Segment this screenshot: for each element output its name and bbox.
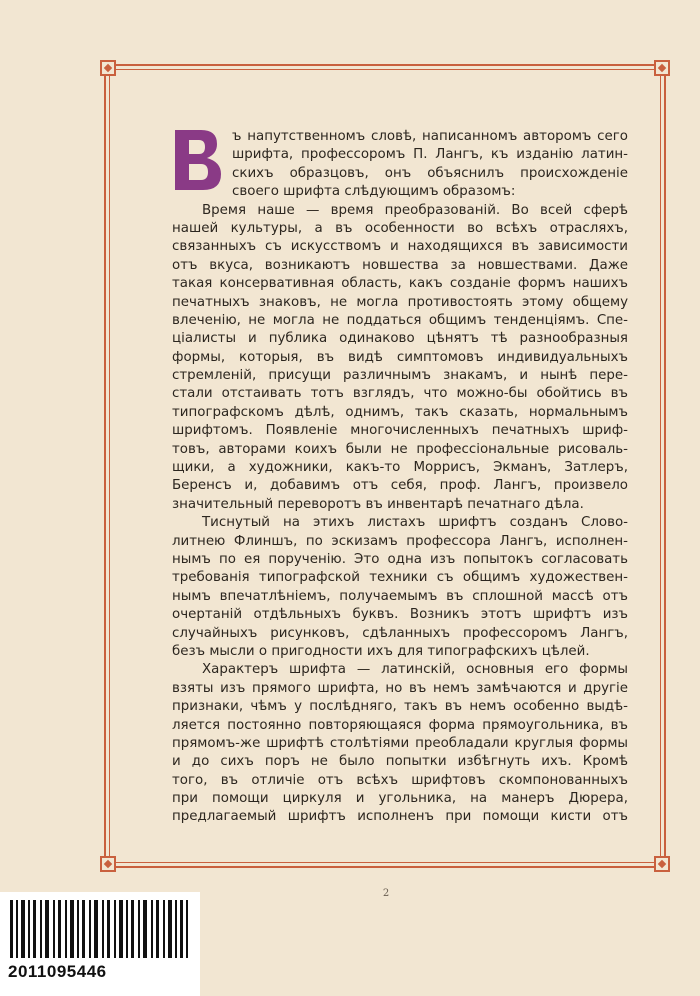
text-line: прямомъ-же шрифтѣ столѣтіями преобладали круглыя формы	[172, 735, 628, 751]
text-line: ляется постоянно повторяющаяся форма прямоугольника, въ	[172, 717, 628, 733]
text-line: Время наше — время преобразованій. Во всей сферѣ	[202, 202, 628, 218]
text-line: Тиснутый на этихъ листахъ шрифтъ созданъ Слово-	[202, 515, 628, 531]
text-line: печатныхъ знаковъ, не могла противостоять этому общему	[172, 294, 628, 310]
text-line: типографскомъ дѣлѣ, однимъ, такъ сказать, нормальнымъ	[172, 404, 628, 420]
text-line: шрифтомъ. Появленіе многочисленныхъ печатныхъ шриф-	[172, 423, 628, 439]
frame-corner-ornament	[654, 60, 670, 76]
text-line: очертаній отдѣльныхъ буквъ. Возникъ этотъ шрифтъ изъ	[172, 607, 628, 623]
text-line: нымъ по ея порученію. Это одна изъ попытокъ согласовать	[172, 551, 628, 567]
text-line: взяты изъ прямого шрифта, но въ немъ замѣчаются и другіе	[172, 680, 628, 696]
text-line: Беренсъ и, добавимъ отъ себя, проф. Лангъ, произвело	[172, 478, 628, 494]
text-line: стали отстаивать тотъ взглядъ, что можно-бы обойтись въ	[172, 386, 628, 402]
text-line: щики, а художники, какъ-то Моррисъ, Экманъ, Затлеръ,	[172, 460, 628, 476]
text-line: формы, которыя, въ видѣ симптомовъ индивидуальныхъ	[172, 349, 628, 365]
text-line: значительный переворотъ въ инвентарѣ печатнаго дѣла.	[172, 496, 584, 512]
text-line: такая консервативная область, какъ созданіе формъ нашихъ	[172, 276, 628, 292]
text-line: требованія типографской техники съ общимъ художествен-	[172, 570, 628, 586]
text-line: случайныхъ рисунковъ, сдѣланныхъ профессоромъ Лангъ,	[172, 625, 628, 641]
text-line: влеченію, не могла не поддаться общимъ тенденціямъ. Спе-	[172, 312, 628, 328]
text-line: нымъ впечатлѣніемъ, получаемымъ въ сплошной массѣ отъ	[172, 588, 628, 604]
text-line: скихъ образцовъ, онъ объяснилъ происхожденіе	[232, 165, 628, 181]
text-line: шрифта, профессоромъ П. Лангъ, къ изданію латин-	[232, 147, 628, 163]
text-line: того, въ отличіе отъ всѣхъ шрифтовъ скомпонованныхъ	[172, 772, 628, 788]
frame-corner-ornament	[100, 856, 116, 872]
text-line: отъ вкуса, возникаютъ новшества за новшествами. Даже	[172, 257, 628, 273]
body-text	[172, 128, 628, 827]
frame-corner-ornament	[100, 60, 116, 76]
text-line: товъ, авторами коихъ были не профессіональные рисоваль-	[172, 441, 628, 457]
text-line: предлагаемый шрифтъ исполненъ при помощи кисти отъ	[172, 809, 628, 825]
text-line: Характеръ шрифта — латинскій, основныя его формы	[202, 662, 628, 678]
barcode-icon	[10, 900, 190, 958]
text-line: признаки, чѣмъ у послѣдняго, такъ въ немъ особенно выдѣ-	[172, 699, 628, 715]
text-line: литнею Флиншъ, по эскизамъ профессора Лангъ, исполнен-	[172, 533, 628, 549]
barcode-number: 2011095446	[8, 962, 107, 981]
text-line: безъ мысли о пригодности ихъ для типографскихъ цѣлей.	[172, 643, 590, 659]
text-line: и до сихъ поръ не было попытки избѣгнуть ихъ. Кромѣ	[172, 754, 628, 770]
text-line: стремленій, присущи различнымъ знакамъ, и нынѣ пере-	[172, 368, 628, 384]
text-line: ъ напутственномъ словѣ, написанномъ авторомъ сего	[232, 129, 628, 144]
text-line: своего шрифта слѣдующимъ образомъ:	[232, 184, 516, 200]
frame-corner-ornament	[654, 856, 670, 872]
text-line: нашей культуры, а въ особенности во всѣхъ отрасляхъ,	[172, 220, 628, 236]
text-line: ціалисты и публика одинаково цѣнятъ тѣ разнообразныя	[172, 331, 628, 347]
text-line: при помощи циркуля и угольника, на манеръ Дюрера,	[172, 791, 628, 807]
barcode-label	[0, 892, 200, 996]
text-line: связанныхъ съ искусствомъ и находящихся въ зависимости	[172, 239, 628, 255]
page-number: 2	[382, 888, 390, 899]
